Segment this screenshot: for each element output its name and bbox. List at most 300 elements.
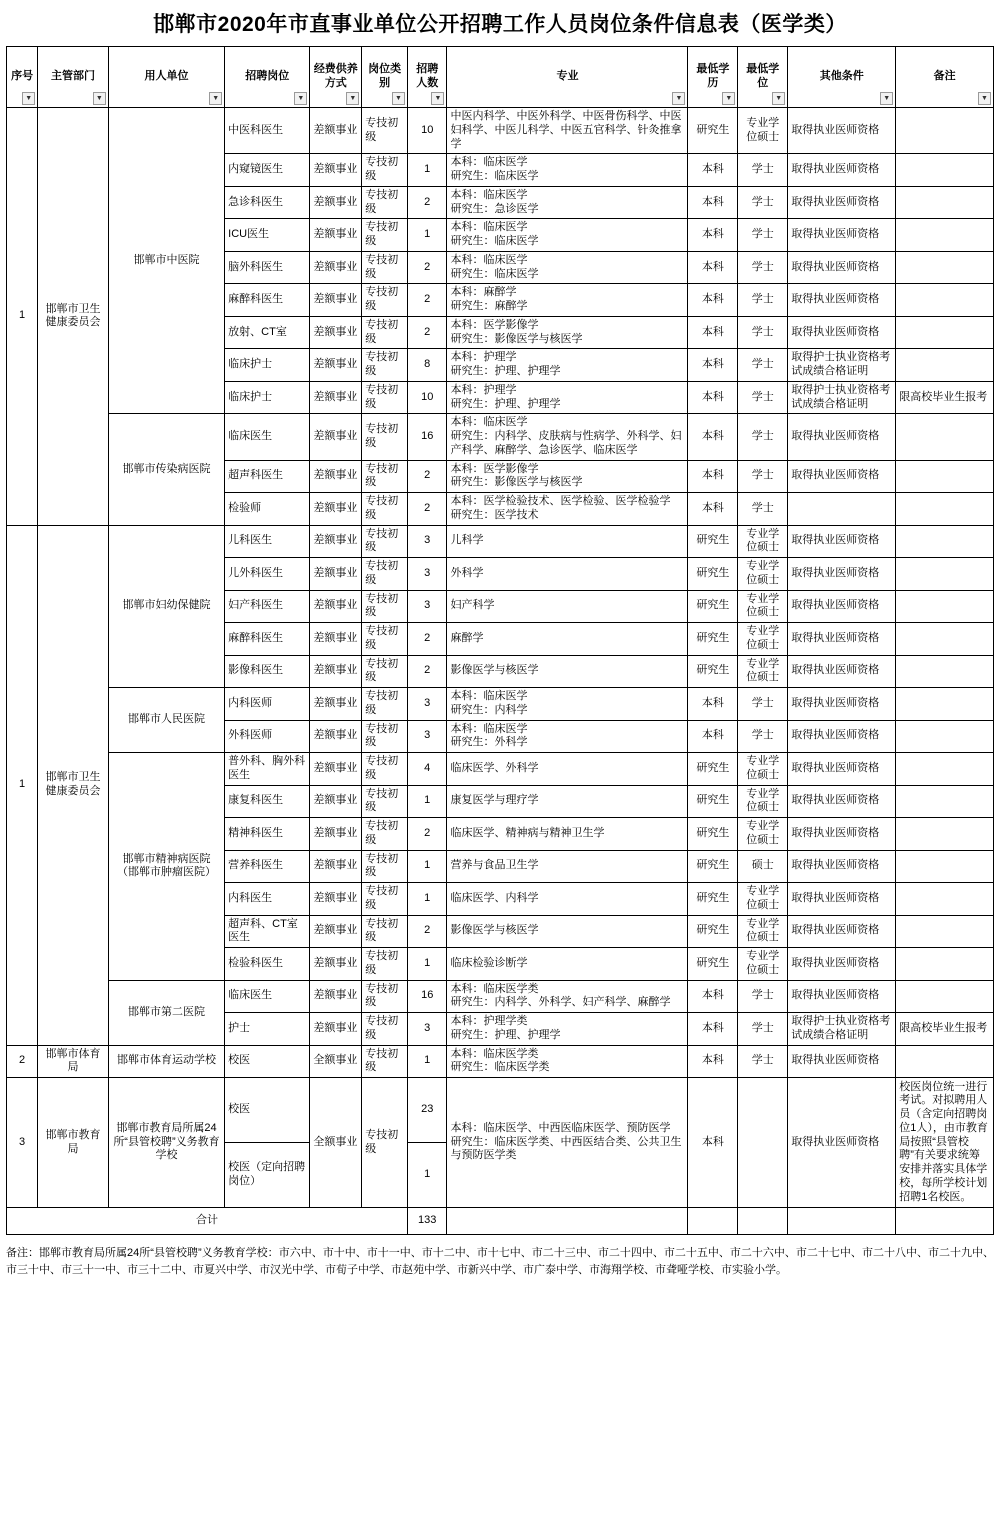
cell-position: 外科医师 <box>225 720 310 753</box>
cell-education: 本科 <box>688 414 738 460</box>
cell-remark <box>896 108 994 154</box>
cell-headcount: 1 <box>407 850 446 883</box>
cell-category: 专技初级 <box>362 414 408 460</box>
cell-degree: 专业学位硕士 <box>738 108 788 154</box>
cell-other: 取得执业医师资格 <box>788 1045 896 1078</box>
th-education-label: 最低学历 <box>696 63 730 89</box>
cell-major: 本科：护理学 研究生：护理、护理学 <box>447 381 688 414</box>
cell-headcount: 1 <box>407 883 446 916</box>
cell-headcount: 3 <box>407 720 446 753</box>
cell-headcount: 10 <box>407 108 446 154</box>
cell-authority: 邯郸市卫生健康委员会 <box>38 525 109 1045</box>
filter-icon-remark[interactable]: ▼ <box>978 92 991 105</box>
cell-major: 本科：临床医学类 研究生：临床医学类 <box>447 1045 688 1078</box>
cell-category: 专技初级 <box>362 818 408 851</box>
th-index <box>7 47 38 108</box>
cell-category: 专技初级 <box>362 460 408 493</box>
cell-other: 取得执业医师资格 <box>788 785 896 818</box>
cell-major: 影像医学与核医学 <box>447 655 688 688</box>
cell-category: 专技初级 <box>362 655 408 688</box>
cell-education: 本科 <box>688 1045 738 1078</box>
cell-other: 取得执业医师资格 <box>788 251 896 284</box>
cell-major: 临床医学、外科学 <box>447 753 688 786</box>
cell-degree: 专业学位硕士 <box>738 948 788 981</box>
cell-headcount: 10 <box>407 381 446 414</box>
cell-funding: 差额事业 <box>310 818 362 851</box>
cell-other: 取得执业医师资格 <box>788 414 896 460</box>
cell-category: 专技初级 <box>362 493 408 526</box>
cell-funding: 差额事业 <box>310 720 362 753</box>
cell-funding: 差额事业 <box>310 493 362 526</box>
th-funding-label: 经费供养方式 <box>313 63 358 89</box>
cell-funding: 差额事业 <box>310 655 362 688</box>
cell-position: 临床医生 <box>225 980 310 1013</box>
cell-employer: 邯郸市教育局所属24所“县管校聘”义务教育学校 <box>108 1078 224 1208</box>
cell-education: 本科 <box>688 381 738 414</box>
cell-remark <box>896 818 994 851</box>
cell-category: 专技初级 <box>362 525 408 558</box>
cell-index: 1 <box>7 525 38 1045</box>
cell-headcount: 2 <box>407 655 446 688</box>
cell-degree: 学士 <box>738 493 788 526</box>
cell-education: 本科 <box>688 219 738 252</box>
cell-employer: 邯郸市妇幼保健院 <box>108 525 224 688</box>
table-body <box>7 108 994 1235</box>
cell-category: 专技初级 <box>362 316 408 349</box>
cell-other: 取得执业医师资格 <box>788 655 896 688</box>
cell-category: 专技初级 <box>362 186 408 219</box>
cell-other: 取得执业医师资格 <box>788 108 896 154</box>
cell-major: 麻醉学 <box>447 623 688 656</box>
cell-position: 中医科医生 <box>225 108 310 154</box>
cell-category: 专技初级 <box>362 980 408 1013</box>
table-row <box>7 1045 994 1078</box>
cell-position: 急诊科医生 <box>225 186 310 219</box>
cell-other: 取得执业医师资格 <box>788 623 896 656</box>
cell-other: 取得执业医师资格 <box>788 850 896 883</box>
cell-headcount: 8 <box>407 349 446 382</box>
cell-category: 专技初级 <box>362 349 408 382</box>
cell-category: 专技初级 <box>362 915 408 948</box>
cell-degree: 学士 <box>738 1013 788 1046</box>
th-authority <box>38 47 109 108</box>
cell-position: 脑外科医生 <box>225 251 310 284</box>
table-row <box>7 980 994 1013</box>
cell-funding: 差额事业 <box>310 349 362 382</box>
cell-funding: 差额事业 <box>310 883 362 916</box>
cell-major: 本科：护理学类 研究生：护理、护理学 <box>447 1013 688 1046</box>
filter-icon-index[interactable]: ▼ <box>22 92 35 105</box>
cell-other: 取得执业医师资格 <box>788 818 896 851</box>
cell-position: 校医 <box>225 1078 310 1143</box>
cell-category: 专技初级 <box>362 154 408 187</box>
table-row <box>7 688 994 721</box>
cell-employer: 邯郸市精神病医院（邯郸市肿瘤医院） <box>108 753 224 981</box>
cell-remark <box>896 980 994 1013</box>
cell-category: 专技初级 <box>362 590 408 623</box>
cell-other: 取得执业医师资格 <box>788 186 896 219</box>
cell-position: 精神科医生 <box>225 818 310 851</box>
cell-remark <box>896 915 994 948</box>
cell-education: 研究生 <box>688 948 738 981</box>
cell-category: 专技初级 <box>362 108 408 154</box>
cell-headcount: 2 <box>407 915 446 948</box>
filter-icon-employer[interactable]: ▼ <box>209 92 222 105</box>
cell-degree: 专业学位硕士 <box>738 525 788 558</box>
cell-degree: 学士 <box>738 219 788 252</box>
cell-funding: 差额事业 <box>310 915 362 948</box>
cell-headcount: 3 <box>407 688 446 721</box>
table-row <box>7 525 994 558</box>
filter-icon-position[interactable]: ▼ <box>294 92 307 105</box>
cell-education: 本科 <box>688 284 738 317</box>
cell-category: 专技初级 <box>362 688 408 721</box>
cell-position: 检验师 <box>225 493 310 526</box>
cell-remark <box>896 720 994 753</box>
cell-degree: 专业学位硕士 <box>738 883 788 916</box>
cell-other <box>788 493 896 526</box>
cell-funding: 差额事业 <box>310 688 362 721</box>
cell-category: 专技初级 <box>362 284 408 317</box>
cell-remark <box>896 349 994 382</box>
cell-headcount: 16 <box>407 414 446 460</box>
cell-category: 专技初级 <box>362 883 408 916</box>
page-title: 邯郸市2020年市直事业单位公开招聘工作人员岗位条件信息表（医学类） <box>153 13 847 36</box>
th-index-label: 序号 <box>11 70 34 83</box>
cell-headcount: 3 <box>407 558 446 591</box>
th-degree-label: 最低学位 <box>746 63 780 89</box>
cell-major: 本科：临床医学类 研究生：内科学、外科学、妇产科学、麻醉学 <box>447 980 688 1013</box>
cell-education: 本科 <box>688 460 738 493</box>
th-employer-label: 用人单位 <box>144 70 189 83</box>
cell-employer: 邯郸市人民医院 <box>108 688 224 753</box>
cell-position: 康复科医生 <box>225 785 310 818</box>
cell-education: 本科 <box>688 720 738 753</box>
cell-authority: 邯郸市体育局 <box>38 1045 109 1078</box>
cell-position: ICU医生 <box>225 219 310 252</box>
cell-position: 麻醉科医生 <box>225 284 310 317</box>
cell-category: 专技初级 <box>362 251 408 284</box>
cell-degree: 学士 <box>738 980 788 1013</box>
cell-education: 本科 <box>688 154 738 187</box>
th-degree <box>738 47 788 108</box>
cell-major: 本科：临床医学 研究生：内科学 <box>447 688 688 721</box>
th-category-label: 岗位类别 <box>368 63 402 89</box>
cell-employer: 邯郸市体育运动学校 <box>108 1045 224 1078</box>
cell-category: 专技初级 <box>362 1013 408 1046</box>
cell-other: 取得执业医师资格 <box>788 720 896 753</box>
cell-degree: 学士 <box>738 186 788 219</box>
cell-remark <box>896 785 994 818</box>
table-header <box>7 47 994 108</box>
cell-education: 研究生 <box>688 818 738 851</box>
cell-other: 取得护士执业资格考试成绩合格证明 <box>788 381 896 414</box>
th-category <box>362 47 408 108</box>
cell-other: 取得执业医师资格 <box>788 154 896 187</box>
filter-icon-category[interactable]: ▼ <box>392 92 405 105</box>
cell-other: 取得执业医师资格 <box>788 219 896 252</box>
cell-funding: 差额事业 <box>310 753 362 786</box>
cell-headcount: 1 <box>407 1045 446 1078</box>
cell-remark <box>896 623 994 656</box>
cell-education: 本科 <box>688 493 738 526</box>
footnote: 备注：邯郸市教育局所属24所“县管校聘”义务教育学校：市六中、市十中、市十一中、市十二中、市十七中、市二十三中、市二十四中、市二十五中、市二十六中、市二十七中、市二十八中、市二十九中、市三十中、市三十一中、市三十二中、市夏兴中学、市汉光中学、市荀子中学、市赵苑中学、市新兴中学、市广泰中学、市海翔学校、市聋哑学校、市实验小学。 <box>6 1247 994 1276</box>
th-position-label: 招聘岗位 <box>245 70 290 83</box>
cell-position: 放射、CT室 <box>225 316 310 349</box>
cell-remark <box>896 1045 994 1078</box>
cell-headcount: 2 <box>407 316 446 349</box>
cell-position: 校医 <box>225 1045 310 1078</box>
th-remark <box>896 47 994 108</box>
cell-headcount: 2 <box>407 284 446 317</box>
cell-funding: 差额事业 <box>310 558 362 591</box>
cell-degree: 学士 <box>738 251 788 284</box>
cell-other: 取得执业医师资格 <box>788 883 896 916</box>
cell-remark <box>896 753 994 786</box>
cell-headcount: 1 <box>407 1143 446 1208</box>
cell-index: 1 <box>7 108 38 526</box>
cell-major: 外科学 <box>447 558 688 591</box>
cell-funding: 全额事业 <box>310 1078 362 1208</box>
filter-icon-major[interactable]: ▼ <box>672 92 685 105</box>
cell-index: 2 <box>7 1045 38 1078</box>
cell-other: 取得执业医师资格 <box>788 284 896 317</box>
cell-major: 本科：麻醉学 研究生：麻醉学 <box>447 284 688 317</box>
cell-other: 取得执业医师资格 <box>788 753 896 786</box>
cell-headcount: 23 <box>407 1078 446 1143</box>
cell-major: 本科：临床医学 研究生：外科学 <box>447 720 688 753</box>
total-other <box>788 1208 896 1235</box>
cell-education: 本科 <box>688 251 738 284</box>
th-remark-label: 备注 <box>933 70 956 83</box>
cell-major: 本科：临床医学 研究生：临床医学 <box>447 154 688 187</box>
cell-education: 研究生 <box>688 785 738 818</box>
cell-degree <box>738 1078 788 1208</box>
filter-icon-headcount[interactable]: ▼ <box>431 92 444 105</box>
cell-funding: 差额事业 <box>310 980 362 1013</box>
cell-major: 康复医学与理疗学 <box>447 785 688 818</box>
cell-other: 取得执业医师资格 <box>788 590 896 623</box>
cell-position: 临床护士 <box>225 381 310 414</box>
cell-remark <box>896 460 994 493</box>
filter-icon-authority[interactable]: ▼ <box>93 92 106 105</box>
filter-icon-funding[interactable]: ▼ <box>346 92 359 105</box>
table-row <box>7 1078 994 1143</box>
cell-funding: 差额事业 <box>310 850 362 883</box>
cell-major: 营养与食品卫生学 <box>447 850 688 883</box>
th-funding <box>310 47 362 108</box>
cell-major: 妇产科学 <box>447 590 688 623</box>
cell-degree: 专业学位硕士 <box>738 785 788 818</box>
cell-funding: 差额事业 <box>310 108 362 154</box>
cell-position: 校医（定向招聘岗位） <box>225 1143 310 1208</box>
cell-remark: 限高校毕业生报考 <box>896 381 994 414</box>
cell-education: 本科 <box>688 316 738 349</box>
cell-other: 取得执业医师资格 <box>788 460 896 493</box>
cell-position: 儿外科医生 <box>225 558 310 591</box>
cell-other: 取得执业医师资格 <box>788 558 896 591</box>
cell-major: 本科：临床医学 研究生：内科学、皮肤病与性病学、外科学、妇产科学、麻醉学、急诊医学、临床医学 <box>447 414 688 460</box>
cell-category: 专技初级 <box>362 1045 408 1078</box>
cell-education: 研究生 <box>688 753 738 786</box>
filter-icon-education[interactable]: ▼ <box>722 92 735 105</box>
cell-major: 临床检验诊断学 <box>447 948 688 981</box>
cell-degree: 学士 <box>738 1045 788 1078</box>
cell-position: 麻醉科医生 <box>225 623 310 656</box>
cell-funding: 差额事业 <box>310 948 362 981</box>
filter-icon-degree[interactable]: ▼ <box>772 92 785 105</box>
cell-education: 本科 <box>688 1013 738 1046</box>
cell-degree: 学士 <box>738 460 788 493</box>
cell-funding: 差额事业 <box>310 590 362 623</box>
cell-position: 超声科、CT室医生 <box>225 915 310 948</box>
cell-category: 专技初级 <box>362 1078 408 1208</box>
cell-remark <box>896 688 994 721</box>
cell-position: 内科医生 <box>225 883 310 916</box>
cell-position: 妇产科医生 <box>225 590 310 623</box>
cell-degree: 学士 <box>738 284 788 317</box>
cell-funding: 差额事业 <box>310 460 362 493</box>
job-positions-table <box>6 46 994 1235</box>
cell-major: 临床医学、内科学 <box>447 883 688 916</box>
cell-major: 影像医学与核医学 <box>447 915 688 948</box>
cell-major: 本科：临床医学、中西医临床医学、预防医学 研究生：临床医学类、中西医结合类、公共卫生与预防医学类 <box>447 1078 688 1208</box>
cell-remark <box>896 558 994 591</box>
cell-major: 本科：医学检验技术、医学检验、医学检验学 研究生：医学技术 <box>447 493 688 526</box>
cell-major: 中医内科学、中医外科学、中医骨伤科学、中医妇科学、中医儿科学、中医五官科学、针灸推拿学 <box>447 108 688 154</box>
cell-education: 研究生 <box>688 108 738 154</box>
cell-remark <box>896 493 994 526</box>
cell-category: 专技初级 <box>362 381 408 414</box>
th-employer <box>108 47 224 108</box>
cell-position: 护士 <box>225 1013 310 1046</box>
cell-major: 本科：医学影像学 研究生：影像医学与核医学 <box>447 460 688 493</box>
cell-education: 研究生 <box>688 558 738 591</box>
cell-position: 儿科医生 <box>225 525 310 558</box>
cell-major: 本科：临床医学 研究生：急诊医学 <box>447 186 688 219</box>
cell-position: 检验科医生 <box>225 948 310 981</box>
cell-headcount: 1 <box>407 219 446 252</box>
cell-headcount: 2 <box>407 818 446 851</box>
total-education <box>688 1208 738 1235</box>
cell-headcount: 1 <box>407 948 446 981</box>
cell-category: 专技初级 <box>362 753 408 786</box>
cell-degree: 硕士 <box>738 850 788 883</box>
cell-headcount: 3 <box>407 525 446 558</box>
cell-headcount: 1 <box>407 154 446 187</box>
cell-education: 本科 <box>688 186 738 219</box>
cell-major: 本科：护理学 研究生：护理、护理学 <box>447 349 688 382</box>
table-row <box>7 414 994 460</box>
cell-remark <box>896 414 994 460</box>
cell-degree: 学士 <box>738 688 788 721</box>
cell-other: 取得护士执业资格考试成绩合格证明 <box>788 349 896 382</box>
total-value: 133 <box>407 1208 446 1235</box>
cell-funding: 差额事业 <box>310 284 362 317</box>
cell-degree: 专业学位硕士 <box>738 818 788 851</box>
cell-remark <box>896 655 994 688</box>
cell-position: 超声科医生 <box>225 460 310 493</box>
th-education <box>688 47 738 108</box>
th-headcount-label: 招聘人数 <box>416 63 439 89</box>
cell-headcount: 2 <box>407 251 446 284</box>
cell-remark: 限高校毕业生报考 <box>896 1013 994 1046</box>
cell-index: 3 <box>7 1078 38 1208</box>
cell-other: 取得执业医师资格 <box>788 1078 896 1208</box>
cell-degree: 专业学位硕士 <box>738 915 788 948</box>
cell-education: 研究生 <box>688 883 738 916</box>
cell-position: 普外科、胸外科医生 <box>225 753 310 786</box>
cell-funding: 差额事业 <box>310 219 362 252</box>
cell-category: 专技初级 <box>362 948 408 981</box>
cell-degree: 学士 <box>738 349 788 382</box>
cell-degree: 专业学位硕士 <box>738 590 788 623</box>
cell-funding: 差额事业 <box>310 186 362 219</box>
cell-major: 本科：临床医学 研究生：临床医学 <box>447 219 688 252</box>
cell-degree: 学士 <box>738 316 788 349</box>
cell-funding: 差额事业 <box>310 414 362 460</box>
cell-remark <box>896 883 994 916</box>
cell-remark <box>896 154 994 187</box>
cell-headcount: 3 <box>407 590 446 623</box>
cell-remark <box>896 850 994 883</box>
cell-remark <box>896 284 994 317</box>
cell-major: 本科：临床医学 研究生：临床医学 <box>447 251 688 284</box>
cell-category: 专技初级 <box>362 623 408 656</box>
cell-education: 研究生 <box>688 623 738 656</box>
cell-other: 取得执业医师资格 <box>788 525 896 558</box>
cell-funding: 差额事业 <box>310 154 362 187</box>
cell-remark <box>896 590 994 623</box>
cell-funding: 差额事业 <box>310 1013 362 1046</box>
cell-degree: 学士 <box>738 720 788 753</box>
table-row <box>7 753 994 786</box>
cell-headcount: 4 <box>407 753 446 786</box>
cell-other: 取得执业医师资格 <box>788 915 896 948</box>
th-other-label: 其他条件 <box>819 70 864 83</box>
total-major <box>447 1208 688 1235</box>
cell-degree: 专业学位硕士 <box>738 623 788 656</box>
cell-headcount: 2 <box>407 186 446 219</box>
cell-degree: 学士 <box>738 381 788 414</box>
cell-position: 临床医生 <box>225 414 310 460</box>
cell-category: 专技初级 <box>362 558 408 591</box>
cell-remark <box>896 525 994 558</box>
cell-headcount: 2 <box>407 460 446 493</box>
cell-headcount: 16 <box>407 980 446 1013</box>
cell-other: 取得执业医师资格 <box>788 980 896 1013</box>
filter-icon-other[interactable]: ▼ <box>880 92 893 105</box>
cell-position: 内科医师 <box>225 688 310 721</box>
cell-headcount: 3 <box>407 1013 446 1046</box>
cell-funding: 差额事业 <box>310 381 362 414</box>
cell-remark <box>896 948 994 981</box>
cell-degree: 专业学位硕士 <box>738 753 788 786</box>
cell-position: 临床护士 <box>225 349 310 382</box>
cell-degree: 学士 <box>738 154 788 187</box>
cell-employer: 邯郸市第二医院 <box>108 980 224 1045</box>
total-row <box>7 1208 994 1235</box>
cell-other: 取得护士执业资格考试成绩合格证明 <box>788 1013 896 1046</box>
cell-authority: 邯郸市卫生健康委员会 <box>38 108 109 526</box>
cell-major: 临床医学、精神病与精神卫生学 <box>447 818 688 851</box>
cell-authority: 邯郸市教育局 <box>38 1078 109 1208</box>
cell-headcount: 2 <box>407 623 446 656</box>
cell-category: 专技初级 <box>362 219 408 252</box>
cell-degree: 学士 <box>738 414 788 460</box>
cell-education: 本科 <box>688 1078 738 1208</box>
cell-headcount: 2 <box>407 493 446 526</box>
